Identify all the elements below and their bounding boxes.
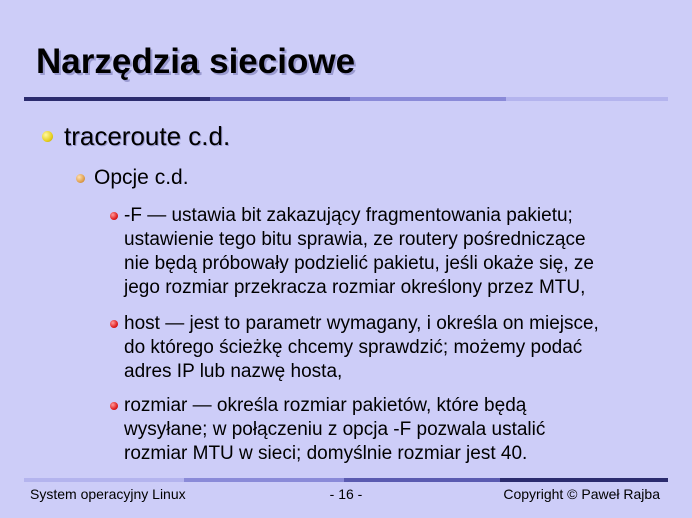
title-underline-segment [506,97,668,101]
title-underline-segment [210,97,350,101]
title-underline-segment [24,97,210,101]
text-line: do którego ścieżkę chcemy sprawdzić; możemy podać [124,337,583,358]
bullet-level3-text [124,394,664,466]
text-line: jego rozmiar przekracza rozmiar określony przez MTU, [124,277,586,298]
text-line: rozmiar — określa rozmiar pakietów, które będą [124,395,527,416]
bullet-level1-text: traceroute c.d. [64,121,231,151]
footer-rule-segment [24,478,184,482]
text-line: -F — ustawia bit zakazujący fragmentowania pakietu; [124,205,573,226]
footer-rule-segment [184,478,344,482]
footer-copyright: Copyright © Paweł Rajba [503,486,660,502]
footer-page-number: - 16 - [329,486,363,502]
slide-title: Narzędzia sieciowe [36,42,356,81]
yellow-bullet-icon [42,131,53,142]
text-line: rozmiar MTU w sieci; domyślnie rozmiar jest 40. [124,443,528,464]
bullet-level2-text: Opcje c.d. [94,166,189,189]
footer-course-name: System operacyjny Linux [30,486,186,502]
footer-rule-segment [344,478,500,482]
text-line: adres IP lub nazwę hosta, [124,361,343,382]
bullet-level3-text [124,204,664,300]
red-bullet-icon [110,212,118,220]
bullet-level3-text [124,312,664,384]
text-line: wysyłane; w połączeniu z opcja -F pozwala ustalić [124,419,546,440]
title-underline-segment [350,97,506,101]
red-bullet-icon [110,320,118,328]
text-line: nie będą próbowały podzielić pakietu, jeśli okaże się, ze [124,253,594,274]
footer-rule-segment [500,478,668,482]
red-bullet-icon [110,402,118,410]
text-line: host — jest to parametr wymagany, i określa on miejsce, [124,313,599,334]
orange-bullet-icon [76,174,85,183]
text-line: ustawienie tego bitu sprawia, ze routery pośredniczące [124,229,586,250]
